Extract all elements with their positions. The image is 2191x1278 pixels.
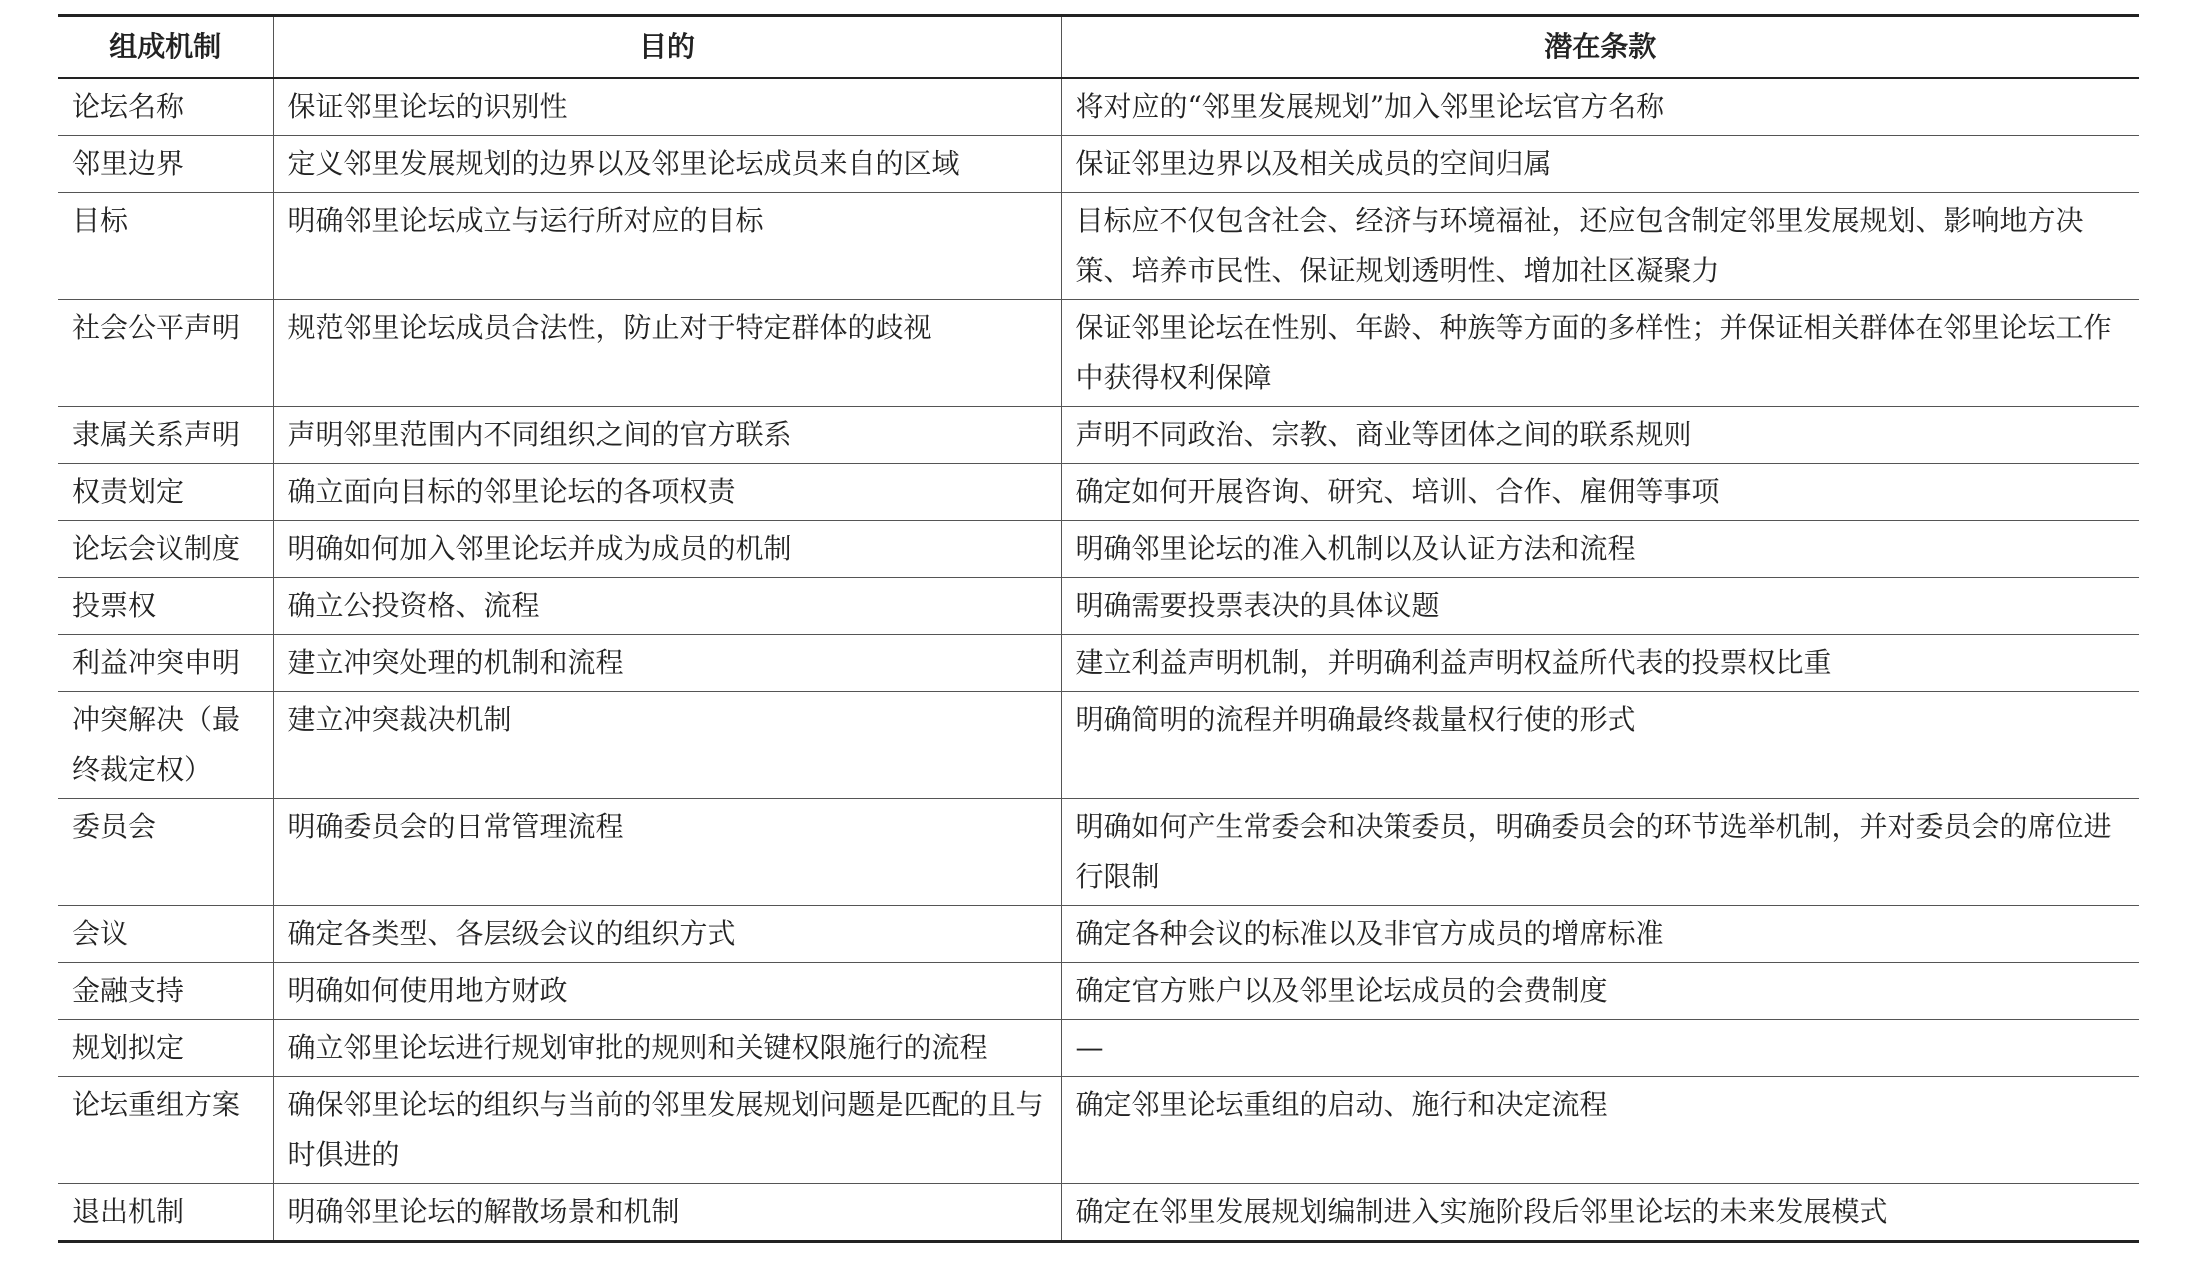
cell-clauses: 声明不同政治、宗教、商业等团体之间的联系规则 bbox=[1061, 407, 2139, 464]
cell-purpose: 确立邻里论坛进行规划审批的规则和关键权限施行的流程 bbox=[273, 1020, 1061, 1077]
table-row bbox=[58, 300, 2139, 407]
header-row bbox=[58, 16, 2139, 79]
cell-clauses: 目标应不仅包含社会、经济与环境福祉，还应包含制定邻里发展规划、影响地方决策、培养市民性、保证规划透明性、增加社区凝聚力 bbox=[1061, 193, 2139, 300]
cell-purpose: 确立面向目标的邻里论坛的各项权责 bbox=[273, 464, 1061, 521]
cell-mechanism: 论坛重组方案 bbox=[72, 1088, 241, 1121]
table-row bbox=[58, 1020, 2139, 1077]
cell-clauses: 建立利益声明机制，并明确利益声明权益所代表的投票权比重 bbox=[1061, 635, 2139, 692]
table-row bbox=[58, 78, 2139, 136]
cell-clauses: 明确需要投票表决的具体议题 bbox=[1061, 578, 2139, 635]
cell-mechanism: 投票权 bbox=[72, 589, 157, 622]
table-row bbox=[58, 635, 2139, 692]
cell-mechanism: 权责划定 bbox=[72, 475, 185, 508]
cell-clauses: 确定邻里论坛重组的启动、施行和决定流程 bbox=[1061, 1077, 2139, 1184]
cell-mechanism: 论坛会议制度 bbox=[72, 532, 241, 565]
forum-mechanism-table bbox=[58, 14, 2139, 1243]
cell-clauses: 确定在邻里发展规划编制进入实施阶段后邻里论坛的未来发展模式 bbox=[1061, 1184, 2139, 1242]
header-mechanism: 组成机制 bbox=[109, 30, 222, 63]
cell-mechanism: 冲突解决（最终裁定权） bbox=[72, 703, 241, 786]
cell-purpose: 明确如何使用地方财政 bbox=[273, 963, 1061, 1020]
table-row bbox=[58, 407, 2139, 464]
cell-mechanism: 规划拟定 bbox=[72, 1031, 185, 1064]
cell-mechanism: 社会公平声明 bbox=[72, 311, 241, 344]
table-row bbox=[58, 464, 2139, 521]
table-row bbox=[58, 1184, 2139, 1242]
cell-purpose: 确保邻里论坛的组织与当前的邻里发展规划问题是匹配的且与时俱进的 bbox=[273, 1077, 1061, 1184]
cell-purpose: 声明邻里范围内不同组织之间的官方联系 bbox=[273, 407, 1061, 464]
table-body bbox=[58, 78, 2139, 1242]
cell-purpose: 定义邻里发展规划的边界以及邻里论坛成员来自的区域 bbox=[273, 136, 1061, 193]
cell-clauses: 明确简明的流程并明确最终裁量权行使的形式 bbox=[1061, 692, 2139, 799]
cell-purpose: 建立冲突处理的机制和流程 bbox=[273, 635, 1061, 692]
cell-mechanism: 论坛名称 bbox=[72, 90, 185, 123]
cell-purpose: 规范邻里论坛成员合法性，防止对于特定群体的歧视 bbox=[273, 300, 1061, 407]
table-header bbox=[58, 16, 2139, 79]
table-row bbox=[58, 1077, 2139, 1184]
cell-mechanism: 邻里边界 bbox=[72, 147, 185, 180]
cell-mechanism: 隶属关系声明 bbox=[72, 418, 241, 451]
cell-purpose: 明确如何加入邻里论坛并成为成员的机制 bbox=[273, 521, 1061, 578]
table-row bbox=[58, 193, 2139, 300]
cell-mechanism: 目标 bbox=[72, 204, 129, 237]
table-row bbox=[58, 521, 2139, 578]
cell-mechanism: 委员会 bbox=[72, 810, 157, 843]
cell-purpose: 保证邻里论坛的识别性 bbox=[273, 78, 1061, 136]
header-purpose: 目的 bbox=[273, 16, 1061, 79]
cell-purpose: 确立公投资格、流程 bbox=[273, 578, 1061, 635]
cell-clauses: 将对应的“邻里发展规划”加入邻里论坛官方名称 bbox=[1061, 78, 2139, 136]
table-row bbox=[58, 578, 2139, 635]
cell-purpose: 明确邻里论坛成立与运行所对应的目标 bbox=[273, 193, 1061, 300]
cell-clauses: 保证邻里边界以及相关成员的空间归属 bbox=[1061, 136, 2139, 193]
cell-mechanism: 会议 bbox=[72, 917, 129, 950]
cell-purpose: 确定各类型、各层级会议的组织方式 bbox=[273, 906, 1061, 963]
cell-purpose: 明确委员会的日常管理流程 bbox=[273, 799, 1061, 906]
cell-clauses: 确定各种会议的标准以及非官方成员的增席标准 bbox=[1061, 906, 2139, 963]
cell-clauses: 明确邻里论坛的准入机制以及认证方法和流程 bbox=[1061, 521, 2139, 578]
table-row bbox=[58, 692, 2139, 799]
cell-mechanism: 退出机制 bbox=[72, 1195, 185, 1228]
cell-clauses: 确定如何开展咨询、研究、培训、合作、雇佣等事项 bbox=[1061, 464, 2139, 521]
forum-mechanism-table-container bbox=[58, 14, 2139, 1243]
cell-mechanism: 利益冲突申明 bbox=[72, 646, 241, 679]
cell-clauses: 确定官方账户以及邻里论坛成员的会费制度 bbox=[1061, 963, 2139, 1020]
cell-purpose: 建立冲突裁决机制 bbox=[273, 692, 1061, 799]
cell-clauses: 明确如何产生常委会和决策委员，明确委员会的环节选举机制，并对委员会的席位进行限制 bbox=[1061, 799, 2139, 906]
table-row bbox=[58, 799, 2139, 906]
table-row bbox=[58, 136, 2139, 193]
cell-mechanism: 金融支持 bbox=[72, 974, 185, 1007]
cell-purpose: 明确邻里论坛的解散场景和机制 bbox=[273, 1184, 1061, 1242]
table-row bbox=[58, 963, 2139, 1020]
cell-clauses: 保证邻里论坛在性别、年龄、种族等方面的多样性；并保证相关群体在邻里论坛工作中获得权利保障 bbox=[1061, 300, 2139, 407]
table-row bbox=[58, 906, 2139, 963]
header-clauses: 潜在条款 bbox=[1061, 16, 2139, 79]
cell-clauses: — bbox=[1061, 1020, 2139, 1077]
